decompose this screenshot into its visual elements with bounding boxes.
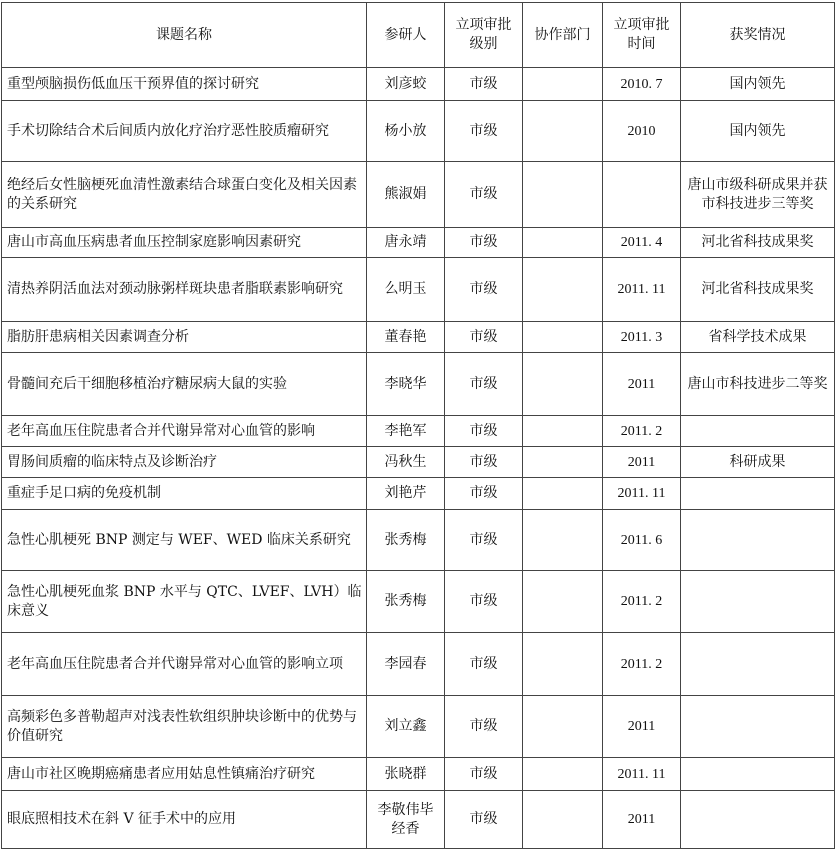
time-cell: 2011. 2 xyxy=(603,633,681,696)
topic-cell: 眼底照相技术在斜 V 征手术中的应用 xyxy=(2,791,367,849)
table-row xyxy=(2,571,835,633)
table-row xyxy=(2,447,835,478)
table-row xyxy=(2,696,835,758)
award-cell xyxy=(681,696,835,758)
researcher-cell: 刘立鑫 xyxy=(367,696,445,758)
level-cell: 市级 xyxy=(445,571,523,633)
table-row xyxy=(2,162,835,228)
level-cell: 市级 xyxy=(445,696,523,758)
level-cell: 市级 xyxy=(445,258,523,322)
level-cell: 市级 xyxy=(445,162,523,228)
time-cell: 2010 xyxy=(603,101,681,162)
topic-cell: 清热养阴活血法对颈动脉粥样斑块患者脂联素影响研究 xyxy=(2,258,367,322)
topic-cell: 重症手足口病的免疫机制 xyxy=(2,478,367,510)
table-row xyxy=(2,322,835,353)
award-cell: 省科学技术成果 xyxy=(681,322,835,353)
researcher-cell: 刘彦蛟 xyxy=(367,68,445,101)
researcher-cell: 张晓群 xyxy=(367,758,445,791)
award-cell xyxy=(681,478,835,510)
level-cell: 市级 xyxy=(445,447,523,478)
dept-cell xyxy=(523,510,603,571)
topic-cell: 高频彩色多普勒超声对浅表性软组织肿块诊断中的优势与价值研究 xyxy=(2,696,367,758)
dept-cell xyxy=(523,758,603,791)
topic-cell: 手术切除结合术后间质内放化疗治疗恶性胶质瘤研究 xyxy=(2,101,367,162)
dept-cell xyxy=(523,162,603,228)
award-cell: 河北省科技成果奖 xyxy=(681,228,835,258)
table-row xyxy=(2,101,835,162)
level-cell: 市级 xyxy=(445,101,523,162)
table-row xyxy=(2,228,835,258)
level-cell: 市级 xyxy=(445,478,523,510)
award-cell xyxy=(681,571,835,633)
time-cell: 2011 xyxy=(603,791,681,849)
header-level: 立项审批级别 xyxy=(445,3,523,68)
topic-cell: 唐山市社区晚期癌痛患者应用姑息性镇痛治疗研究 xyxy=(2,758,367,791)
dept-cell xyxy=(523,353,603,416)
award-cell xyxy=(681,510,835,571)
award-cell: 国内领先 xyxy=(681,68,835,101)
topic-cell: 胃肠间质瘤的临床特点及诊断治疗 xyxy=(2,447,367,478)
research-projects-table xyxy=(1,2,835,849)
time-cell: 2011. 6 xyxy=(603,510,681,571)
time-cell: 2011 xyxy=(603,696,681,758)
table-row xyxy=(2,258,835,322)
level-cell: 市级 xyxy=(445,416,523,447)
topic-cell: 老年高血压住院患者合并代谢异常对心血管的影响立项 xyxy=(2,633,367,696)
dept-cell xyxy=(523,416,603,447)
award-cell: 国内领先 xyxy=(681,101,835,162)
level-cell: 市级 xyxy=(445,68,523,101)
time-cell: 2011 xyxy=(603,353,681,416)
researcher-cell: 李园春 xyxy=(367,633,445,696)
researcher-cell: 唐永靖 xyxy=(367,228,445,258)
time-cell: 2011. 11 xyxy=(603,258,681,322)
time-cell: 2011. 2 xyxy=(603,571,681,633)
award-cell: 河北省科技成果奖 xyxy=(681,258,835,322)
header-researcher: 参研人 xyxy=(367,3,445,68)
header-award: 获奖情况 xyxy=(681,3,835,68)
table-row xyxy=(2,510,835,571)
award-cell xyxy=(681,633,835,696)
level-cell: 市级 xyxy=(445,510,523,571)
time-cell xyxy=(603,162,681,228)
dept-cell xyxy=(523,447,603,478)
table-row xyxy=(2,791,835,849)
award-cell: 唐山市科技进步二等奖 xyxy=(681,353,835,416)
table-row xyxy=(2,478,835,510)
time-cell: 2011. 11 xyxy=(603,758,681,791)
header-time: 立项审批时间 xyxy=(603,3,681,68)
researcher-cell: 李艳军 xyxy=(367,416,445,447)
researcher-cell: 李敬伟毕经香 xyxy=(367,791,445,849)
researcher-cell: 张秀梅 xyxy=(367,571,445,633)
dept-cell xyxy=(523,571,603,633)
dept-cell xyxy=(523,101,603,162)
researcher-cell: 么明玉 xyxy=(367,258,445,322)
level-cell: 市级 xyxy=(445,322,523,353)
time-cell: 2010. 7 xyxy=(603,68,681,101)
topic-cell: 急性心肌梗死血浆 BNP 水平与 QTC、LVEF、LVH）临床意义 xyxy=(2,571,367,633)
award-cell xyxy=(681,791,835,849)
dept-cell xyxy=(523,791,603,849)
time-cell: 2011. 2 xyxy=(603,416,681,447)
topic-cell: 唐山市高血压病患者血压控制家庭影响因素研究 xyxy=(2,228,367,258)
dept-cell xyxy=(523,696,603,758)
dept-cell xyxy=(523,68,603,101)
table-row xyxy=(2,353,835,416)
time-cell: 2011. 4 xyxy=(603,228,681,258)
header-dept: 协作部门 xyxy=(523,3,603,68)
table-row xyxy=(2,758,835,791)
researcher-cell: 熊淑娟 xyxy=(367,162,445,228)
topic-cell: 重型颅脑损伤低血压干预界值的探讨研究 xyxy=(2,68,367,101)
table-row xyxy=(2,416,835,447)
level-cell: 市级 xyxy=(445,758,523,791)
level-cell: 市级 xyxy=(445,633,523,696)
header-topic: 课题名称 xyxy=(2,3,367,68)
time-cell: 2011. 3 xyxy=(603,322,681,353)
topic-cell: 老年高血压住院患者合并代谢异常对心血管的影响 xyxy=(2,416,367,447)
dept-cell xyxy=(523,258,603,322)
researcher-cell: 董春艳 xyxy=(367,322,445,353)
dept-cell xyxy=(523,478,603,510)
researcher-cell: 刘艳芹 xyxy=(367,478,445,510)
level-cell: 市级 xyxy=(445,228,523,258)
time-cell: 2011 xyxy=(603,447,681,478)
award-cell xyxy=(681,758,835,791)
topic-cell: 绝经后女性脑梗死血清性激素结合球蛋白变化及相关因素的关系研究 xyxy=(2,162,367,228)
level-cell: 市级 xyxy=(445,791,523,849)
researcher-cell: 张秀梅 xyxy=(367,510,445,571)
dept-cell xyxy=(523,228,603,258)
researcher-cell: 冯秋生 xyxy=(367,447,445,478)
header-row xyxy=(2,3,835,68)
topic-cell: 骨髓间充后干细胞移植治疗糖尿病大鼠的实验 xyxy=(2,353,367,416)
time-cell: 2011. 11 xyxy=(603,478,681,510)
researcher-cell: 杨小放 xyxy=(367,101,445,162)
topic-cell: 脂肪肝患病相关因素调查分析 xyxy=(2,322,367,353)
award-cell: 唐山市级科研成果并获市科技进步三等奖 xyxy=(681,162,835,228)
topic-cell: 急性心肌梗死 BNP 测定与 WEF、WED 临床关系研究 xyxy=(2,510,367,571)
table-row xyxy=(2,633,835,696)
dept-cell xyxy=(523,633,603,696)
award-cell xyxy=(681,416,835,447)
award-cell: 科研成果 xyxy=(681,447,835,478)
table-row xyxy=(2,68,835,101)
dept-cell xyxy=(523,322,603,353)
level-cell: 市级 xyxy=(445,353,523,416)
researcher-cell: 李晓华 xyxy=(367,353,445,416)
